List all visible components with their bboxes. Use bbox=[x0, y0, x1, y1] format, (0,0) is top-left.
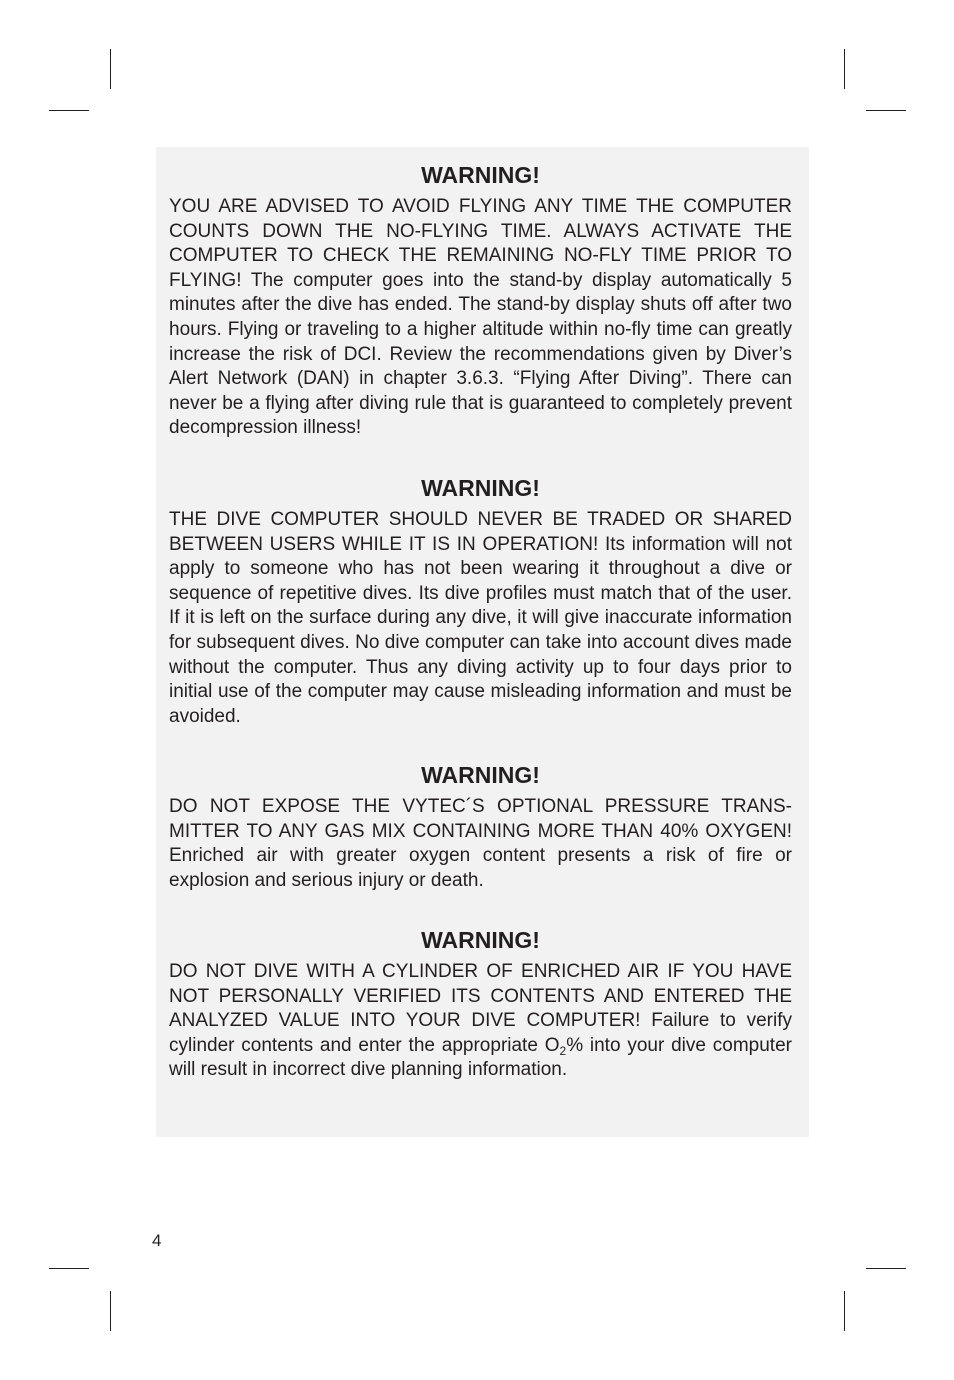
warning-text-before: DO NOT DIVE WITH A CYLINDER OF ENRICHED AIR IF YOU HAVE NOT PERSONALLY VERIFIED ITS CONTENTS AND ENTERED THE ANALYZED VALUE INTO YOUR DIVE COMPUTER! Failure to verify cylinder contents and enter the appropriate O bbox=[169, 961, 792, 1056]
crop-mark-bottom-right-horizontal bbox=[866, 1268, 906, 1269]
oxygen-subscript: 2 bbox=[559, 1043, 567, 1058]
warning-text-after: % into your dive computer will result in incorrect dive planning information. bbox=[169, 1034, 792, 1081]
warning-block-enriched-air bbox=[169, 926, 792, 1083]
warning-heading: WARNING! bbox=[421, 162, 540, 188]
warning-block-flying bbox=[169, 161, 792, 441]
warning-text: DO NOT EXPOSE THE VYTEC´S OPTIONAL PRESSURE TRANSMITTER TO ANY GAS MIX CONTAINING MORE THAN 40% OXYGEN! Enriched air with greater oxygen content presents a risk of fire or explosion and serious injury or death. bbox=[169, 796, 792, 891]
crop-mark-top-right-horizontal bbox=[866, 110, 906, 111]
warnings-panel bbox=[156, 147, 809, 1137]
crop-mark-bottom-left-horizontal bbox=[49, 1268, 89, 1269]
crop-mark-bottom-right-vertical bbox=[844, 1291, 845, 1331]
warning-heading: WARNING! bbox=[421, 762, 540, 788]
warning-text: YOU ARE ADVISED TO AVOID FLYING ANY TIME THE COMPUTER COUNTS DOWN THE NO-FLYING TIME. ALWAYS ACTIVATE THE COMPUTER TO CHECK THE REMAINING NO-FLY TIME PRIOR TO FLYING! The computer goes into the stand-by display automatically 5 minutes after the dive has ended. The stand-by display shuts off after two hours. Flying or traveling to a higher altitude within no-fly time can greatly increase the risk of DCI. Review the recommendations given by Diver’s Alert Network (DAN) in chapter 3.6.3. “Flying After Diving”. There can never be a flying after diving rule that is guaranteed to completely prevent decompression illness! bbox=[169, 196, 792, 439]
warning-heading: WARNING! bbox=[421, 927, 540, 953]
page-number: 4 bbox=[152, 1231, 162, 1250]
crop-mark-top-left-horizontal bbox=[49, 110, 89, 111]
crop-mark-bottom-left-vertical bbox=[110, 1291, 111, 1331]
warning-block-sharing bbox=[169, 474, 792, 729]
crop-mark-top-left-vertical bbox=[110, 49, 111, 89]
warning-block-transmitter bbox=[169, 761, 792, 893]
warning-text bbox=[169, 960, 792, 1083]
crop-mark-top-right-vertical bbox=[844, 49, 845, 89]
warning-heading: WARNING! bbox=[421, 475, 540, 501]
warning-text: THE DIVE COMPUTER SHOULD NEVER BE TRADED OR SHARED BETWEEN USERS WHILE IT IS IN OPERATION! Its information will not apply to someone who has not been wearing it throughout a dive or sequence of repetitive dives. Its dive profiles must match that of the user. If it is left on the surface during any dive, it will give inaccurate information for subsequent dives. No dive computer can take into account dives made without the computer. Thus any diving activity up to four days prior to initial use of the computer may cause misleading information and must be avoided. bbox=[169, 509, 792, 727]
